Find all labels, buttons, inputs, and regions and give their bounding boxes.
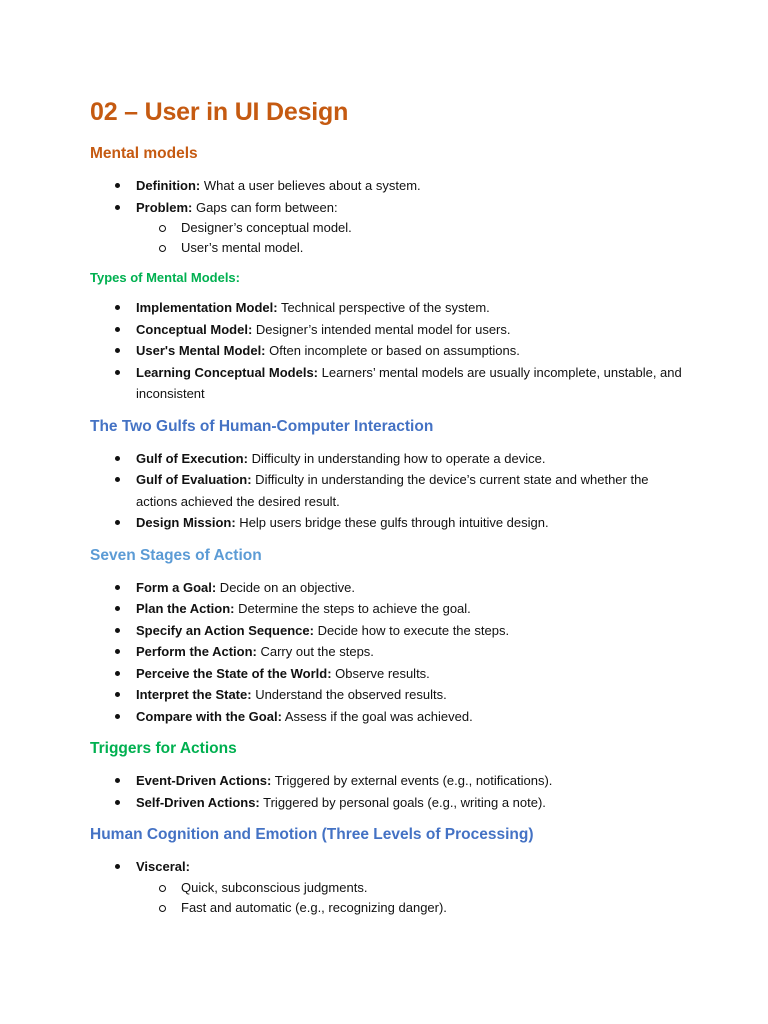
list-item-text: Determine the steps to achieve the goal. (234, 601, 471, 616)
list-item-term: Definition: (136, 178, 201, 193)
list-item (136, 706, 690, 728)
list-item-term: Plan the Action: (136, 601, 235, 616)
list-item-text: Learners’ mental models are usually incomplete, unstable, and inconsistent (136, 364, 682, 401)
list-item-term: Compare with the Goal: (136, 708, 282, 724)
list-item-text: Difficulty in understanding how to operate a device. (247, 450, 546, 466)
list-item-text: What a user believes about a system. (200, 178, 421, 193)
triggers-list (90, 770, 690, 813)
list-item (136, 512, 690, 534)
list-item (136, 856, 690, 918)
list-item-text: Understand the observed results. (251, 687, 447, 702)
list-item (136, 598, 690, 620)
section-heading-gulfs: The Two Gulfs of Human-Computer Interaction (90, 417, 434, 435)
list-item-text: Technical perspective of the system. (277, 300, 490, 315)
subsection-heading-types: Types of Mental Models: (90, 270, 240, 285)
list-item (136, 340, 690, 362)
list-item (136, 641, 690, 663)
types-list (90, 297, 690, 405)
list-item-text: Observe results. (331, 665, 430, 681)
list-item (136, 620, 690, 642)
list-item-text: Help users bridge these gulfs through intuitive design. (235, 515, 549, 530)
list-item-term: User's Mental Model: (136, 343, 266, 358)
sub-list (136, 878, 690, 918)
cognition-list (90, 856, 690, 918)
list-item (136, 197, 690, 259)
list-item (136, 577, 690, 599)
section-heading-triggers: Triggers for Actions (90, 740, 237, 757)
list-item-text: Designer’s intended mental model for users. (252, 321, 511, 337)
list-item (136, 792, 690, 814)
list-item-term: Learning Conceptual Models: (136, 364, 319, 380)
list-item-term: Gulf of Execution: (136, 450, 248, 466)
list-item-term: Interpret the State: (136, 687, 252, 702)
list-item-term: Gulf of Evaluation: (136, 472, 252, 487)
mental-models-list (90, 175, 690, 258)
list-item-term: Form a Goal: (136, 579, 217, 595)
stages-list (90, 577, 690, 728)
list-item (136, 319, 690, 341)
section-heading-cognition: Human Cognition and Emotion (Three Levels of Processing) (90, 826, 534, 843)
list-item-term: Visceral: (136, 859, 190, 874)
list-item-text: Decide on an objective. (216, 579, 355, 595)
list-item (136, 469, 690, 512)
document-content (90, 95, 690, 929)
sub-list-item: Fast and automatic (e.g., recognizing danger). (181, 898, 690, 918)
section-heading-stages: Seven Stages of Action (90, 546, 262, 564)
list-item-text: Gaps can form between: (192, 199, 338, 215)
list-item-text: Assess if the goal was achieved. (281, 708, 473, 724)
gulfs-list (90, 448, 690, 534)
list-item-text: Triggered by personal goals (e.g., writing a note). (259, 794, 546, 810)
list-item-term: Specify an Action Sequence: (136, 622, 314, 638)
section-heading-mental-models: Mental models (90, 145, 198, 162)
list-item (136, 448, 690, 470)
list-item-term: Self-Driven Actions: (136, 794, 260, 810)
list-item-text: Difficulty in understanding the device’s current state and whether the actions achieved the desired result. (136, 472, 649, 509)
sub-list-item: Designer’s conceptual model. (181, 218, 690, 238)
list-item (136, 362, 690, 405)
list-item (136, 663, 690, 685)
list-item (136, 770, 690, 792)
list-item-term: Implementation Model: (136, 300, 278, 315)
list-item (136, 297, 690, 319)
list-item-term: Problem: (136, 199, 193, 215)
list-item-term: Event-Driven Actions: (136, 773, 272, 788)
list-item-term: Perceive the State of the World: (136, 665, 332, 681)
sub-list (136, 218, 690, 258)
list-item-term: Conceptual Model: (136, 321, 253, 337)
list-item-term: Perform the Action: (136, 644, 257, 659)
list-item-term: Design Mission: (136, 515, 236, 530)
list-item (136, 684, 690, 706)
sub-list-item: Quick, subconscious judgments. (181, 878, 690, 898)
list-item-text: Often incomplete or based on assumptions. (265, 343, 520, 358)
list-item (136, 175, 690, 197)
document-title: 02 – User in UI Design (90, 98, 349, 126)
list-item-text: Decide how to execute the steps. (313, 622, 510, 638)
list-item-text: Carry out the steps. (256, 644, 374, 659)
list-item-text: Triggered by external events (e.g., notifications). (271, 773, 553, 788)
sub-list-item: User’s mental model. (181, 238, 690, 258)
